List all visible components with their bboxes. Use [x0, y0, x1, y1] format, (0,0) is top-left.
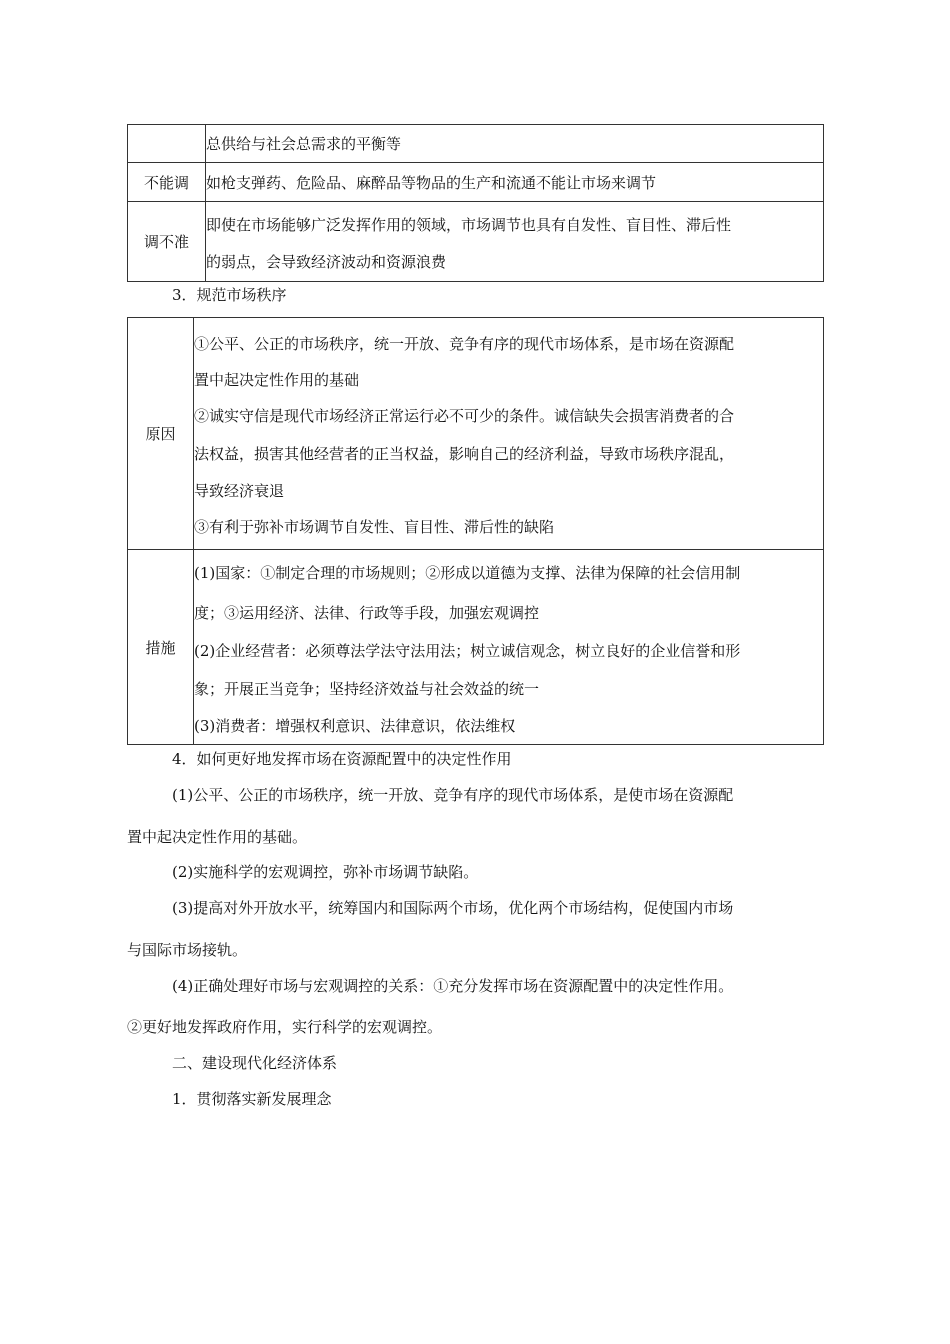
row-content	[194, 318, 824, 550]
content-line: (1)国家：①制定合理的市场规则；②形成以道德为支撑、法律为保障的社会信用制	[194, 564, 741, 582]
content-line: ②诚实守信是现代市场经济正常运行必不可少的条件。诚信缺失会损害消费者的合	[194, 406, 735, 425]
body-paragraph-line: (3)提高对外开放水平，统筹国内和国际两个市场，优化两个市场结构，促使国内市场	[172, 899, 734, 917]
content-line: 象；开展正当竞争；坚持经济效益与社会效益的统一	[194, 680, 540, 698]
content-line: 置中起决定性作用的基础	[194, 370, 360, 389]
table-row	[128, 318, 824, 550]
section-heading: 3．规范市场秩序	[172, 286, 287, 304]
content-line: (2)企业经营者：必须尊法学法守法用法；树立诚信观念，树立良好的企业信誉和形	[194, 642, 741, 660]
subsection-heading: 1．贯彻落实新发展理念	[172, 1090, 332, 1108]
body-paragraph-line: (2)实施科学的宏观调控，弥补市场调节缺陷。	[172, 863, 479, 881]
row-label: 调不准	[128, 202, 206, 282]
content-line: 的弱点，会导致经济波动和资源浪费	[206, 252, 447, 271]
row-content	[194, 550, 824, 745]
table-row	[128, 163, 824, 202]
row-label: 不能调	[128, 163, 206, 202]
row-content	[206, 163, 824, 202]
row-label: 原因	[128, 318, 194, 550]
content-line: (3)消费者：增强权利意识、法律意识，依法维权	[194, 717, 516, 735]
content-line: 度；③运用经济、法律、行政等手段，加强宏观调控	[194, 604, 540, 622]
content-line: 法权益，损害其他经营者的正当权益，影响自己的经济利益，导致市场秩序混乱，	[194, 444, 735, 463]
table-row	[128, 550, 824, 745]
body-paragraph-line: 置中起决定性作用的基础。	[127, 828, 308, 846]
market-order-table	[127, 317, 824, 745]
content-line: 导致经济衰退	[194, 481, 285, 500]
row-label	[128, 125, 206, 163]
body-paragraph-line: ②更好地发挥政府作用，实行科学的宏观调控。	[127, 1018, 443, 1036]
row-content	[206, 125, 824, 163]
table-row	[128, 202, 824, 282]
content-line: 如枪支弹药、危险品、麻醉品等物品的生产和流通不能让市场来调节	[206, 173, 657, 192]
body-paragraph-line: (4)正确处理好市场与宏观调控的关系：①充分发挥市场在资源配置中的决定性作用。	[172, 977, 734, 995]
market-limits-table	[127, 124, 824, 282]
content-line: ③有利于弥补市场调节自发性、盲目性、滞后性的缺陷	[194, 517, 555, 536]
section-heading: 二、建设现代化经济体系	[172, 1054, 338, 1072]
body-paragraph-line: (1)公平、公正的市场秩序，统一开放、竞争有序的现代市场体系，是使市场在资源配	[172, 786, 734, 804]
content-line: 即使在市场能够广泛发挥作用的领域，市场调节也具有自发性、盲目性、滞后性	[206, 215, 732, 234]
row-label: 措施	[128, 550, 194, 745]
content-line: 总供给与社会总需求的平衡等	[206, 135, 402, 153]
row-content	[206, 202, 824, 282]
content-line: ①公平、公正的市场秩序，统一开放、竞争有序的现代市场体系，是市场在资源配	[194, 334, 735, 353]
section-heading: 4．如何更好地发挥市场在资源配置中的决定性作用	[172, 750, 512, 768]
table-row	[128, 125, 824, 163]
body-paragraph-line: 与国际市场接轨。	[127, 941, 248, 959]
